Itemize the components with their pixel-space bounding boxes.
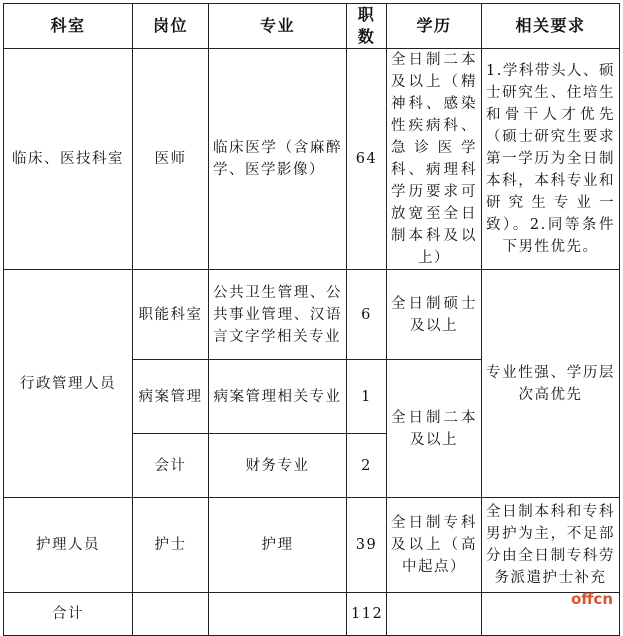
total-empty-major: [209, 593, 347, 636]
total-row: [4, 593, 620, 636]
clinical-dept: 临床、医技科室: [4, 49, 133, 270]
accounting-count: 2: [347, 434, 387, 498]
functional-post: 职能科室: [133, 270, 209, 360]
admin-dept: 行政管理人员: [4, 270, 133, 498]
functional-education: 全日制硕士及以上: [387, 270, 482, 360]
accounting-major: 财务专业: [209, 434, 347, 498]
table-row: [4, 49, 620, 270]
total-label: 合计: [4, 593, 133, 636]
nursing-education: 全日制专科及以上（高中起点）: [387, 498, 482, 593]
total-empty-education: [387, 593, 482, 636]
total-count: 112: [347, 593, 387, 636]
nursing-dept: 护理人员: [4, 498, 133, 593]
accounting-post: 会计: [133, 434, 209, 498]
header-post: 岗位: [133, 4, 209, 49]
records-major: 病案管理相关专业: [209, 360, 347, 434]
clinical-post: 医师: [133, 49, 209, 270]
header-dept: 科室: [4, 4, 133, 49]
records-post: 病案管理: [133, 360, 209, 434]
header-requirements: 相关要求: [482, 4, 620, 49]
header-count: 职数: [347, 4, 387, 49]
header-education: 学历: [387, 4, 482, 49]
nursing-post: 护士: [133, 498, 209, 593]
clinical-major: 临床医学（含麻醉学、医学影像）: [209, 49, 347, 270]
functional-major: 公共卫生管理、公共事业管理、汉语言文字学相关专业: [209, 270, 347, 360]
nursing-count: 39: [347, 498, 387, 593]
clinical-requirements: 1.学科带头人、硕士研究生、住培生和骨干人才优先（硕士研究生要求第一学历为全日制本科，本科专业和研究生专业一致）。2.同等条件下男性优先。: [482, 49, 620, 270]
table-row: [4, 498, 620, 593]
shared-education: 全日制二本及以上: [387, 360, 482, 498]
records-count: 1: [347, 360, 387, 434]
nursing-major: 护理: [209, 498, 347, 593]
table-row: [4, 270, 620, 360]
total-empty-post: [133, 593, 209, 636]
header-major: 专业: [209, 4, 347, 49]
recruitment-table: [3, 3, 620, 636]
admin-requirements: 专业性强、学历层次高优先: [482, 270, 620, 498]
nursing-requirements: 全日制本科和专科男护为主，不足部分由全日制专科劳务派遣护士补充: [482, 498, 620, 593]
clinical-count: 64: [347, 49, 387, 270]
functional-count: 6: [347, 270, 387, 360]
clinical-education: 全日制二本及以上（精神科、感染性疾病科、急诊医学科、病理科学历要求可放宽至全日制本科及以上）: [387, 49, 482, 270]
header-row: [4, 4, 620, 49]
watermark-logo: offcn: [570, 590, 613, 608]
